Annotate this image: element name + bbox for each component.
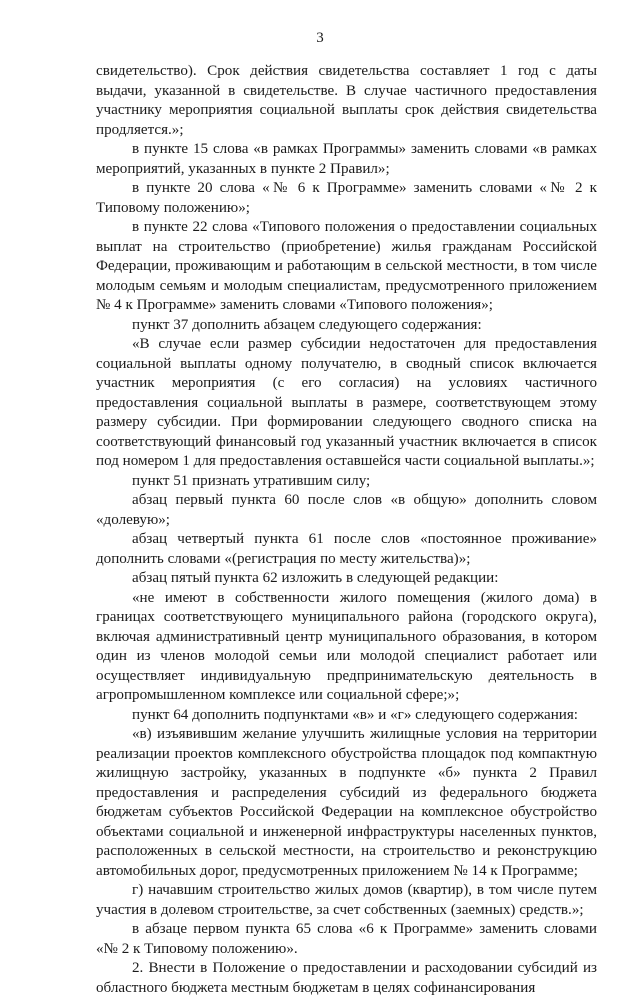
paragraph: «В случае если размер субсидии недостаточен для предоставления социальной выплаты одному получателю, в сводный список включается участник мероприятия (с его согласия) на условиях частичного предоставления социальной выплаты в размере, соответствующем этому размеру субсидии. При формировании следующего сводного списка на соответствующий финансовый год указанный участник включается в список под номером 1 для предоставления оставшейся части социальной выплаты.»; (96, 336, 597, 469)
paragraph: г) начавшим строительство жилых домов (квартир), в том числе путем участия в долевом строительстве, за счет собственных (заемных) средств.»; (96, 882, 597, 918)
paragraph: пункт 64 дополнить подпунктами «в» и «г» следующего содержания: (132, 706, 579, 723)
paragraph: «не имеют в собственности жилого помещения (жилого дома) в границах соответствующего муниципального района (городского округа), включая административный центр муниципального образования, в котором один из членов молодой семьи или молодой специалист работает или осуществляет индивидуальную предпринимательскую деятельность в агропромышленном комплексе или социальной сфере;»; (96, 589, 597, 703)
page-number: 3 (316, 30, 324, 46)
paragraph: пункт 37 дополнить абзацем следующего содержания: (132, 316, 482, 333)
document-body (96, 62, 597, 998)
paragraph: абзац первый пункта 60 после слов «в общую» дополнить словом «долевую»; (96, 492, 597, 528)
paragraph: 2. Внести в Положение о предоставлении и расходовании субсидий из областного бюджета местным бюджетам в целях софинансирования (96, 960, 597, 996)
paragraph: абзац пятый пункта 62 изложить в следующей редакции: (132, 570, 499, 586)
paragraph: абзац четвертый пункта 61 после слов «постоянное проживание» дополнить словами «(регистрация по месту жительства)»; (96, 531, 597, 567)
paragraph: свидетельство). Срок действия свидетельства составляет 1 год с даты выдачи, указанной в свидетельстве. В случае частичного предоставления участнику мероприятия социальной выплаты срок действия свидетельства продляется.»; (96, 63, 597, 138)
paragraph: «в) изъявившим желание улучшить жилищные условия на территории реализации проектов комплексного обустройства площадок под компактную жилищную застройку, указанных в подпункте «б» пункта 2 Правил предоставления и распределения субсидий из федерального бюджета бюджетам субъектов Российской Федерации на комплексное обустройство объектами социальной и инженерной инфраструктуры населенных пунктов, расположенных в сельской местности, на строительство и реконструкцию автомобильных дорог, предусмотренных приложением № 14 к Программе; (96, 726, 597, 879)
paragraph: в пункте 15 слова «в рамках Программы» заменить словами «в рамках мероприятий, указанных в пункте 2 Правил»; (96, 141, 597, 177)
paragraph: в пункте 20 слова «№ 6 к Программе» заменить словами «№ 2 к Типовому положению»; (96, 180, 597, 216)
paragraph: в абзаце первом пункта 65 слова «6 к Программе» заменить словами «№ 2 к Типовому положению». (96, 921, 597, 957)
paragraph: пункт 51 признать утратившим силу; (132, 472, 371, 489)
paragraph: в пункте 22 слова «Типового положения о предоставлении социальных выплат на строительство (приобретение) жилья гражданам Российской Федерации, проживающим и работающим в сельской местности, в том числе молодым семьям и молодым специалистам, предусмотренного приложением № 4 к Программе» заменить словами «Типового положения»; (96, 219, 597, 313)
